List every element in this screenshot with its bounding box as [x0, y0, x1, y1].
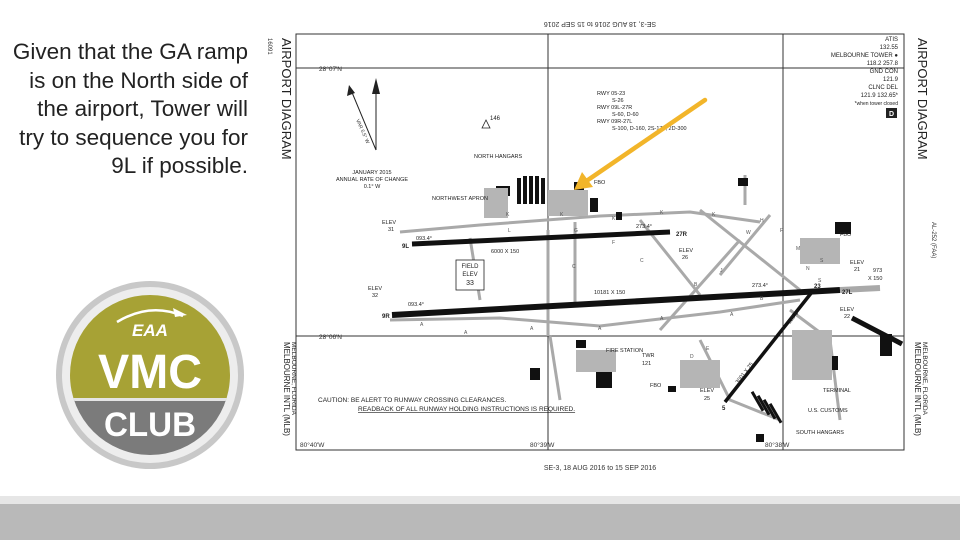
runway-extension: [852, 318, 902, 344]
caution-line-2: READBACK OF ALL RUNWAY HOLDING INSTRUCTIONS IS REQUIRED.: [358, 406, 576, 413]
taxiway-letter: A: [660, 316, 664, 322]
magnetic-north-arrow-icon: [347, 85, 355, 96]
obstacle-label: 146: [490, 116, 501, 122]
taxiway-letter: K: [506, 212, 510, 218]
runway-info-line: S-60, D-60: [612, 112, 639, 118]
elev-23: 22: [844, 314, 851, 320]
taxiway-letter: C: [572, 264, 576, 270]
taxiway-letter: A: [464, 330, 468, 336]
taxiway-letter: C: [640, 258, 644, 264]
logo-line1: VMC: [98, 346, 202, 399]
elev-27r: 26: [682, 255, 689, 261]
hangar: [517, 178, 521, 204]
lat-bottom-label: 28°06'N: [319, 334, 342, 341]
footer-bar: [0, 504, 960, 540]
north-hangars-label: NORTH HANGARS: [474, 154, 523, 160]
taxiway-letter: S: [820, 258, 824, 264]
airport-diagram: [262, 14, 940, 478]
hdg-23: 228.6°: [786, 308, 802, 326]
taxiway-letter: K: [612, 216, 616, 222]
footer-bar-light: [0, 496, 960, 504]
highlight-arrow-shaft: [585, 100, 705, 182]
rwy-27r-label: 27R: [676, 232, 688, 238]
fbo-east-label: FBO: [840, 232, 852, 238]
magvar-line: 0.1° W: [363, 184, 381, 190]
taxiway-letter: F: [612, 240, 616, 246]
taxiway-letter: S: [818, 278, 822, 284]
taxiway-letter: B: [760, 296, 764, 302]
apron: [680, 360, 720, 388]
building: [756, 434, 764, 442]
northwest-apron-label: NORTHWEST APRON: [432, 196, 489, 202]
title-right: AIRPORT DIAGRAM: [915, 38, 930, 160]
comms-line: CLNC DEL: [868, 85, 898, 91]
south-hangars-label: SOUTH HANGARS: [796, 430, 844, 436]
edition-top: SE-3, 18 AUG 2016 to 15 SEP 2016: [543, 20, 657, 27]
comms-line: 118.2 257.8: [866, 61, 898, 67]
logo-brand: EAA: [132, 321, 168, 340]
taxiway-letter: D: [690, 354, 694, 360]
taxiway-letter: G: [574, 228, 578, 234]
hdg-27l: 273.4°: [752, 283, 768, 289]
elev-27r-label: ELEV: [679, 248, 694, 254]
taxiway-letter: K: [560, 212, 564, 218]
field-elev-value: 33: [466, 280, 474, 287]
taxiway-letter: A: [420, 322, 424, 328]
atis-freq: AL-252 (FAA): [930, 222, 936, 259]
lon-mid-label: 80°39'W: [530, 442, 555, 449]
elev-9l: 31: [388, 227, 395, 233]
building: [530, 368, 540, 380]
runway-info-line: RWY 09R-27L: [597, 119, 633, 125]
taxiway-letter: K: [660, 210, 664, 216]
hangar: [523, 176, 527, 204]
northwest-apron: [484, 188, 508, 218]
fire-station-label: FIRE STATION: [606, 348, 644, 354]
fbo-north-label: FBO: [594, 180, 606, 186]
dims-973: 973: [873, 268, 883, 274]
rwy-5-label: 5: [722, 406, 726, 412]
rwy-5-dims: 3001 X 75: [734, 361, 756, 386]
bottom-id-left: MELBOURNE INTL (MLB): [282, 342, 291, 436]
taxiway-letter: A: [530, 326, 534, 332]
obstacle-icon: [482, 120, 490, 128]
taxiway-connector: [660, 240, 740, 330]
taxiway-letter: E: [706, 346, 710, 352]
elev-27l: 21: [854, 267, 861, 273]
hdg-27r: 273.4°: [636, 224, 652, 230]
lon-right-label: 80°38'W: [765, 442, 790, 449]
lat-top-label: 28°07'N: [319, 66, 342, 73]
terminal-building: [880, 334, 892, 356]
terminal-label: TERMINAL: [823, 388, 851, 394]
taxiway-connector: [550, 336, 560, 400]
comms-line: *when tower closed: [854, 101, 898, 107]
logo-line2: CLUB: [104, 406, 196, 444]
comms-line: 121.9: [882, 77, 898, 83]
runway-9l-27r: [412, 232, 670, 244]
elev-5: 25: [704, 396, 711, 402]
twr-label: TWR: [642, 353, 655, 359]
caution-line-1: CAUTION: BE ALERT TO RUNWAY CROSSING CLEARANCES.: [318, 397, 507, 404]
slide-caption: Given that the GA ramp is on the North side of the airport, Tower will try to sequence you for 9L if possible.: [12, 39, 248, 178]
fbo-south-label: FBO: [650, 383, 662, 389]
bottom-id-right: MELBOURNE INTL (MLB): [913, 342, 922, 436]
runway-info-line: S-100, D-160, 2S-175, 2D-300: [612, 126, 687, 132]
terminal-apron: [792, 330, 832, 380]
apron: [548, 190, 588, 216]
hangar: [541, 178, 545, 204]
elev-9r: 32: [372, 293, 379, 299]
field-elev-line: ELEV: [462, 272, 478, 278]
rwy-23-label: 23: [814, 284, 821, 290]
true-north-arrow-icon: [372, 78, 380, 94]
runway-info-line: RWY 05-23: [597, 91, 626, 97]
dims-973-width: X 150: [868, 276, 883, 282]
hangar: [529, 176, 533, 204]
field-elev-line: FIELD: [461, 264, 479, 270]
taxiway-letter: N: [806, 266, 810, 272]
taxiway-letter: K: [712, 212, 716, 218]
taxiway-letter: B: [694, 282, 698, 288]
rwy-9r-dims: 10181 X 150: [594, 290, 626, 296]
bottom-city-left: MELBOURNE, FLORIDA: [290, 342, 297, 415]
comms-block: [831, 37, 899, 107]
hangar: [535, 176, 539, 204]
taxiway-connector: [720, 215, 770, 275]
taxiway-letter: J: [720, 268, 723, 274]
building: [616, 212, 622, 220]
taxiway-letter: A: [598, 326, 602, 332]
edition-bottom: SE-3, 18 AUG 2016 to 15 SEP 2016: [543, 465, 657, 472]
elev-9r-label: ELEV: [368, 286, 383, 292]
rwy-27l-label: 27L: [842, 290, 853, 296]
twr-elev: 121: [642, 361, 652, 367]
comms-line: ATIS: [885, 37, 898, 43]
rwy-9r-label: 9R: [382, 314, 390, 320]
elev-9l-label: ELEV: [382, 220, 397, 226]
runway-info-line: RWY 09L-27R: [597, 105, 633, 111]
taxiway-letter: M: [796, 246, 801, 252]
comms-badge: D: [888, 111, 895, 118]
procedure-number: 16091: [266, 38, 272, 55]
runway-info-line: S-26: [612, 98, 624, 104]
taxiway-letter: P: [780, 228, 784, 234]
magvar-line: JANUARY 2015: [352, 170, 392, 176]
magvar-line: ANNUAL RATE OF CHANGE: [335, 177, 409, 183]
building: [576, 340, 586, 348]
comms-line: 132.55: [879, 45, 898, 51]
lon-left-label: 80°40'W: [300, 442, 325, 449]
elev-5-label: ELEV: [700, 388, 715, 394]
taxiway-letter: H: [760, 218, 764, 224]
elev-23-label: ELEV: [840, 307, 855, 313]
taxiway-letter: L: [508, 228, 511, 234]
elev-27l-label: ELEV: [850, 260, 865, 266]
hdg-9l: 093.4°: [416, 236, 432, 242]
building: [590, 198, 598, 212]
comms-line: GND CON: [869, 69, 898, 75]
building: [668, 386, 676, 392]
var-label: VAR 6.5° W: [354, 118, 371, 145]
taxiway-letter: W: [746, 230, 751, 236]
title-left: AIRPORT DIAGRAM: [279, 38, 294, 160]
hdg-9r: 093.4°: [408, 302, 424, 308]
vmc-club-logo: [55, 280, 245, 470]
customs-label: U.S. CUSTOMS: [808, 408, 848, 414]
taxiway-letter: A: [730, 312, 734, 318]
bottom-city-right: MELBOURNE, FLORIDA: [921, 342, 928, 415]
comms-line: 121.9 132.65*: [860, 93, 898, 99]
comms-line: MELBOURNE TOWER ●: [830, 53, 898, 59]
rwy-9l-dims: 6000 X 150: [491, 249, 520, 255]
rwy-9l-label: 9L: [402, 244, 410, 250]
building: [738, 178, 748, 186]
